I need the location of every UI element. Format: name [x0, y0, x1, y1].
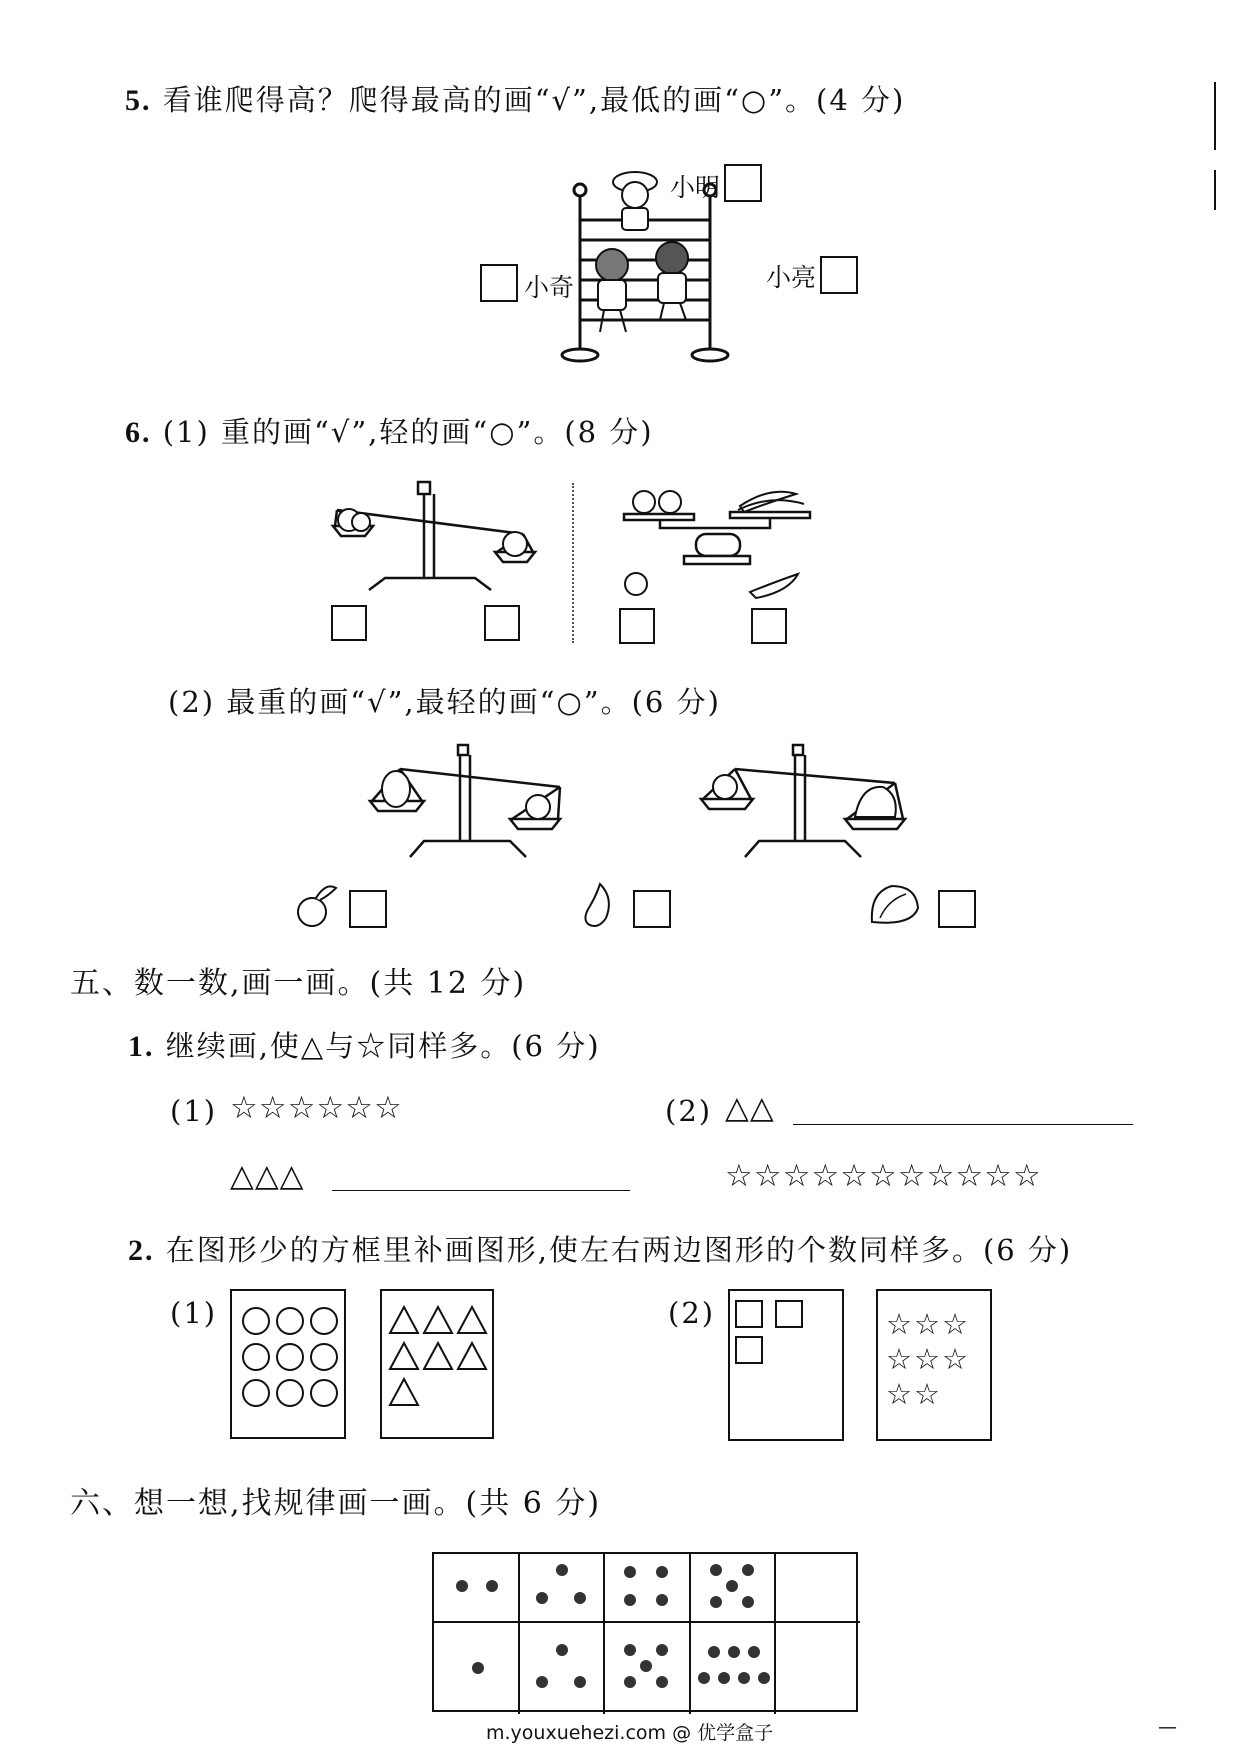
dot — [640, 1660, 652, 1672]
dot — [624, 1594, 636, 1606]
q5-prompt: 看谁爬得高？爬得最高的画“√”,最低的画“○”。(4 分) — [162, 83, 906, 117]
dot — [472, 1662, 484, 1674]
answer-box-cabbage[interactable] — [938, 890, 976, 928]
dot — [574, 1676, 586, 1688]
blank-cell-top[interactable] — [777, 1556, 858, 1620]
circles-box — [230, 1289, 346, 1439]
dot — [656, 1644, 668, 1656]
answer-box-xiaoming[interactable] — [724, 164, 762, 202]
q6-heading — [125, 410, 654, 451]
dot — [718, 1672, 730, 1684]
dot — [710, 1564, 722, 1576]
answer-box-eggplant[interactable] — [633, 890, 671, 928]
dot — [710, 1596, 722, 1608]
stars-box — [876, 1289, 992, 1441]
triangle-shape — [424, 1343, 452, 1369]
dot — [742, 1596, 754, 1608]
page-mark: — — [1158, 1716, 1177, 1738]
margin-mark-2 — [1214, 170, 1216, 210]
s5-q1-left-triangles: △△△ — [230, 1158, 305, 1194]
s5-q2-heading — [128, 1228, 1072, 1269]
dot — [624, 1644, 636, 1656]
s5-q2-number: 2. — [128, 1234, 155, 1267]
dot — [708, 1646, 720, 1658]
s5-q2-prompt: 在图形少的方框里补画图形,使左右两边图形的个数同样多。(6 分) — [165, 1233, 1073, 1267]
section6-title: 六、想一想,找规律画一画。(共 6 分) — [70, 1486, 602, 1521]
s5-q1-left-answer-line[interactable] — [332, 1190, 630, 1191]
q5-heading — [125, 78, 905, 119]
dot — [726, 1580, 738, 1592]
balance-scale-apples-icon — [325, 478, 575, 608]
s5-q2-right-label: (2) — [668, 1296, 716, 1330]
answer-box-banana[interactable] — [751, 608, 787, 644]
dot — [698, 1672, 710, 1684]
dot — [456, 1580, 468, 1592]
dot — [556, 1644, 568, 1656]
circle-shape — [311, 1380, 337, 1406]
radish-icon — [292, 880, 340, 930]
eggplant-icon — [578, 878, 618, 932]
dot — [556, 1564, 568, 1576]
dot — [738, 1672, 750, 1684]
dot — [656, 1676, 668, 1688]
section5-title: 五、数一数,画一画。(共 12 分) — [70, 966, 527, 1001]
s5-q1-number: 1. — [128, 1030, 155, 1063]
cabbage-icon — [866, 878, 922, 930]
q5-number: 5. — [125, 84, 152, 117]
dot — [742, 1564, 754, 1576]
triangle-shape — [390, 1307, 418, 1333]
answer-box-apple[interactable] — [619, 608, 655, 644]
circle-shape — [243, 1344, 269, 1370]
q6-number: 6. — [125, 416, 152, 449]
circle-shape — [311, 1344, 337, 1370]
answer-box-radish[interactable] — [349, 890, 387, 928]
balance-scale-radish-cabbage-icon — [695, 745, 915, 865]
footer-text: m.youxuehezi.com @ 优学盒子 — [486, 1722, 774, 1744]
circle-shape — [277, 1344, 303, 1370]
s5-q1-prompt: 继续画,使△与☆同样多。(6 分) — [165, 1029, 601, 1063]
s5-q1-right-label: (2) — [665, 1094, 713, 1128]
dot — [748, 1646, 760, 1658]
name-xiaoliang: 小亮 — [766, 263, 817, 292]
circle-shape — [243, 1308, 269, 1334]
triangles-box[interactable] — [380, 1289, 494, 1439]
answer-box-scale1-left[interactable] — [331, 605, 367, 641]
triangle-shape — [390, 1379, 418, 1405]
s5-q1-right-answer-line[interactable] — [793, 1124, 1133, 1125]
answer-box-xiaoqi[interactable] — [480, 264, 518, 302]
triangle-shape — [458, 1307, 486, 1333]
s5-q1-heading — [128, 1024, 601, 1065]
s5-q1-left-label: (1) — [170, 1094, 218, 1128]
dot — [624, 1676, 636, 1688]
dot — [656, 1566, 668, 1578]
triangle-shape — [458, 1343, 486, 1369]
q6-part2: (2) 最重的画“√”,最轻的画“○”。(6 分) — [168, 685, 721, 719]
q6-part1: (1) 重的画“√”,轻的画“○”。(8 分) — [162, 415, 654, 449]
name-xiaoming: 小明 — [670, 173, 721, 202]
square-shape — [776, 1301, 802, 1327]
child-right-icon — [656, 242, 688, 320]
s5-q1-left-stars: ☆☆☆☆☆☆ — [230, 1090, 403, 1126]
circle-shape — [277, 1308, 303, 1334]
circle-shape — [311, 1308, 337, 1334]
name-xiaoqi: 小奇 — [524, 273, 575, 302]
triangle-shape — [424, 1307, 452, 1333]
dot — [624, 1566, 636, 1578]
balance-scale-eggplant-radish-icon — [360, 745, 580, 865]
dot — [728, 1646, 740, 1658]
s5-q1-right-stars: ☆☆☆☆☆☆☆☆☆☆☆ — [725, 1158, 1042, 1194]
dot — [656, 1594, 668, 1606]
square-shape — [736, 1301, 762, 1327]
dot — [574, 1592, 586, 1604]
s5-q2-left-label: (1) — [170, 1296, 218, 1330]
blank-cell-bottom[interactable] — [777, 1624, 858, 1712]
answer-box-xiaoliang[interactable] — [820, 256, 858, 294]
margin-mark-1 — [1214, 82, 1216, 150]
squares-box[interactable] — [728, 1289, 844, 1441]
s5-q1-right-triangles: △△ — [725, 1090, 775, 1126]
dot — [536, 1676, 548, 1688]
dot — [758, 1672, 770, 1684]
stars-grid: ☆☆☆ ☆☆☆ ☆☆ — [886, 1307, 970, 1411]
pattern-grid — [432, 1552, 858, 1712]
answer-box-scale1-right[interactable] — [484, 605, 520, 641]
dot — [486, 1580, 498, 1592]
circle-shape — [243, 1380, 269, 1406]
divider — [572, 483, 574, 643]
dot — [536, 1592, 548, 1604]
circle-shape — [277, 1380, 303, 1406]
square-shape — [736, 1337, 762, 1363]
triangle-shape — [390, 1343, 418, 1369]
